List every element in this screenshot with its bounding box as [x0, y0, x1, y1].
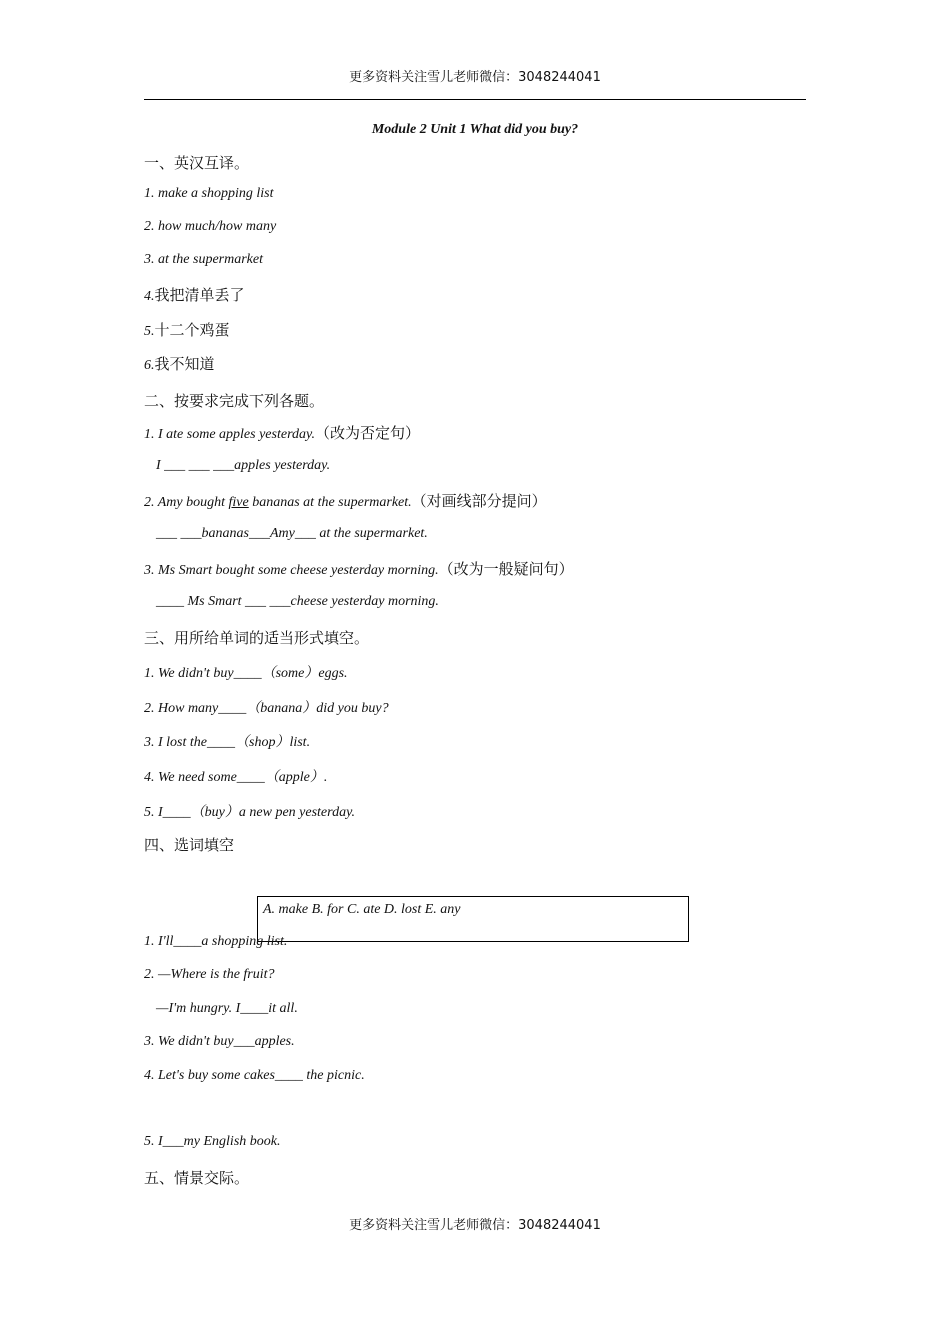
word-options-box — [257, 896, 689, 942]
list-item: 3. at the supermarket — [144, 252, 263, 267]
item-text: 2. How many____ — [144, 701, 247, 716]
question-text: bananas at the supermarket. — [248, 495, 412, 510]
answer-line: I ___ ___ ___apples yesterday. — [156, 458, 331, 473]
page-header: 更多资料关注雪儿老师微信：3048244041 — [349, 70, 601, 85]
question-text: 1. I ate some apples yesterday. — [144, 427, 315, 442]
underlined-word: five — [228, 495, 249, 510]
header-rule — [144, 99, 806, 100]
question — [144, 422, 420, 443]
section2-heading: 二、按要求完成下列各题。 — [144, 392, 325, 410]
word-options: A. make B. for C. ate D. lost E. any — [263, 902, 461, 917]
list-item: 1. I'll____a shopping list. — [144, 934, 288, 949]
page-footer: 更多资料关注雪儿老师微信：3048244041 — [349, 1218, 601, 1233]
list-item — [144, 319, 230, 340]
item-text: 我不知道 — [154, 355, 215, 373]
given-word: （buy） — [190, 805, 239, 820]
question-text: 3. Ms Smart bought some cheese yesterday morning. — [144, 563, 439, 578]
section4-heading: 四、选词填空 — [144, 836, 235, 854]
section3-heading: 三、用所给单词的适当形式填空。 — [144, 629, 370, 647]
list-item — [144, 801, 355, 821]
given-word: （apple） — [264, 770, 324, 785]
list-item: 4. Let's buy some cakes____ the picnic. — [144, 1068, 365, 1083]
list-item: 1. make a shopping list — [144, 186, 274, 201]
list-item — [144, 284, 245, 305]
item-text: 1. We didn't buy____ — [144, 666, 262, 681]
list-item: 5. I___my English book. — [144, 1134, 281, 1149]
item-number: 5. — [144, 324, 155, 339]
question-note: （改为否定句） — [314, 424, 420, 442]
question-text: 2. Amy bought — [144, 495, 229, 510]
item-text: a new pen yesterday. — [238, 805, 356, 820]
item-text: 3. I lost the____ — [144, 735, 235, 750]
list-item: —I'm hungry. I____it all. — [156, 1001, 298, 1016]
item-text: did you buy? — [316, 701, 389, 716]
section5-heading: 五、情景交际。 — [144, 1169, 250, 1187]
list-item: 2. —Where is the fruit? — [144, 967, 275, 982]
question-note: （改为一般疑问句） — [438, 560, 574, 578]
item-text: eggs. — [318, 666, 348, 681]
answer-line: ___ ___bananas___Amy___ at the supermarket. — [156, 526, 428, 541]
list-item: 3. We didn't buy___apples. — [144, 1034, 295, 1049]
item-number: 4. — [144, 289, 155, 304]
given-word: （shop） — [235, 735, 290, 750]
given-word: （banana） — [246, 701, 317, 716]
list-item — [144, 697, 389, 717]
section1-heading: 一、英汉互译。 — [144, 154, 250, 172]
item-text: 十二个鸡蛋 — [154, 321, 230, 339]
item-text: 我把清单丢了 — [154, 286, 245, 304]
question — [144, 558, 574, 579]
list-item — [144, 766, 327, 786]
item-text: 5. I____ — [144, 805, 191, 820]
item-number: 6. — [144, 358, 155, 373]
list-item — [144, 353, 215, 374]
item-text: list. — [289, 735, 311, 750]
given-word: （some） — [261, 666, 319, 681]
answer-line: ____ Ms Smart ___ ___cheese yesterday morning. — [156, 594, 439, 609]
item-text: 4. We need some____ — [144, 770, 265, 785]
question-note: （对画线部分提问） — [411, 492, 547, 510]
list-item — [144, 662, 348, 682]
item-text: . — [323, 770, 328, 785]
question — [144, 490, 547, 511]
list-item — [144, 731, 310, 751]
worksheet-title: Module 2 Unit 1 What did you buy? — [371, 122, 579, 137]
list-item: 2. how much/how many — [144, 219, 277, 234]
